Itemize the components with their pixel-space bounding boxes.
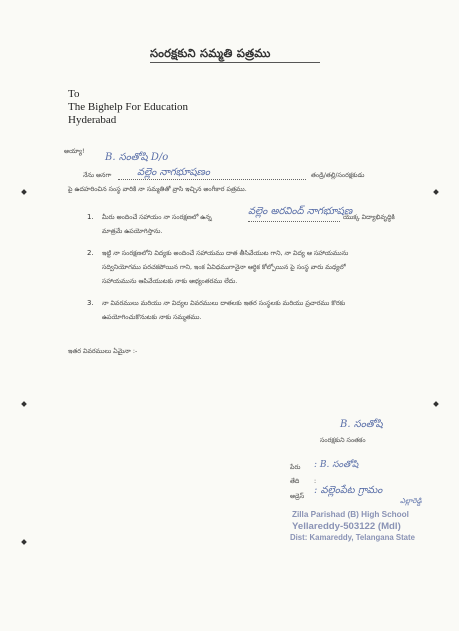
address-label: అడ్రెస్ xyxy=(290,493,305,500)
item-number: 2. xyxy=(87,249,94,257)
line1-prefix: నేను అనగా xyxy=(83,172,112,179)
margin-mark xyxy=(21,539,27,545)
address-handwriting: : వల్లెంపేట గ్రామం xyxy=(314,485,383,496)
margin-mark xyxy=(21,189,27,195)
item2-line2: సద్వినియోగము పరచకపోయిన గాని, ఇంక ఏవిధముగానైనా ఆర్థిక కోల్పోయిన పై సంస్థ వారు మధ్యలో xyxy=(102,264,346,271)
name-label: పేరు xyxy=(290,464,301,471)
recipient-org: The Bighelp For Education xyxy=(68,101,189,113)
margin-mark xyxy=(433,189,439,195)
stamp-line-2: Yellareddy-503122 (Mdl) xyxy=(292,521,401,532)
margin-mark xyxy=(433,401,439,407)
other-details: ఇతర వివరములు ఏమైనా :- xyxy=(68,348,138,355)
guardian-signature: B. సంతోషి xyxy=(340,419,383,430)
salutation-handwriting: B. సంతోషి D/o xyxy=(105,152,169,163)
item-number: 1. xyxy=(87,213,94,221)
item2-line1: ఇట్టి నా సంరక్షణలోని విద్యకు అందించే సహాయము దాత తీసివేయుట గాని, నా విద్య ఆ సహాయమును xyxy=(102,250,349,257)
title-underline xyxy=(150,62,320,63)
item1-line2: మాత్రమే ఉపయోగిస్తాను. xyxy=(102,228,163,235)
page-title: సంరక్షకుని సమ్మతి పత్రము xyxy=(150,46,271,60)
stamp-line-1: Zilla Parishad (B) High School xyxy=(292,510,409,519)
address-handwriting-2: ఎల్లారెడ్డి xyxy=(400,497,422,505)
line1-suffix: తండ్రి/తల్లి/సంరక్షకుడు xyxy=(311,172,365,179)
item-number: 3. xyxy=(87,299,94,307)
fill-line xyxy=(248,221,340,222)
stamp-line-3: Dist: Kamareddy, Telangana State xyxy=(290,533,415,542)
signature-caption: సంరక్షకుని సంతకం xyxy=(320,437,366,444)
intro-line: పై ఉదహరించిన సంస్థ వారికి నా సమ్మతితో వ్రాసి ఇచ్చిన అంగీకార పత్రము. xyxy=(68,186,247,193)
item1-tail: యొక్క విద్యాభివృద్ధికి xyxy=(343,214,395,221)
item1-lead: మీరు అందించే సహాయం నా సంరక్షణలో ఉన్న xyxy=(102,214,212,221)
date-value: : xyxy=(314,478,317,485)
recipient-city: Hyderabad xyxy=(68,114,117,126)
name-handwriting: : B. సంతోషి xyxy=(314,460,359,470)
margin-mark xyxy=(21,401,27,407)
date-label: తేది xyxy=(290,478,300,485)
recipient-to: To xyxy=(68,88,80,100)
item3-line2: ఉపయోగించుకొనుటకు నాకు సమ్మతము. xyxy=(102,314,202,321)
item3-line1: నా వివరములు మరియు నా విద్యల వివరములు దాతలకు ఇతర సంస్థలకు మరియు ప్రచారము కొరకు xyxy=(102,300,346,307)
parent-name-handwriting: వల్లెం నాగభూషణం xyxy=(137,167,210,178)
ward-name-handwriting: వల్లెం అరవింద్ నాగభూషణ xyxy=(248,206,353,217)
item2-line3: సహాయమును ఆపివేయుటకు నాకు అభ్యంతరము లేదు. xyxy=(102,278,238,285)
salutation: అయ్యా! xyxy=(64,148,85,155)
